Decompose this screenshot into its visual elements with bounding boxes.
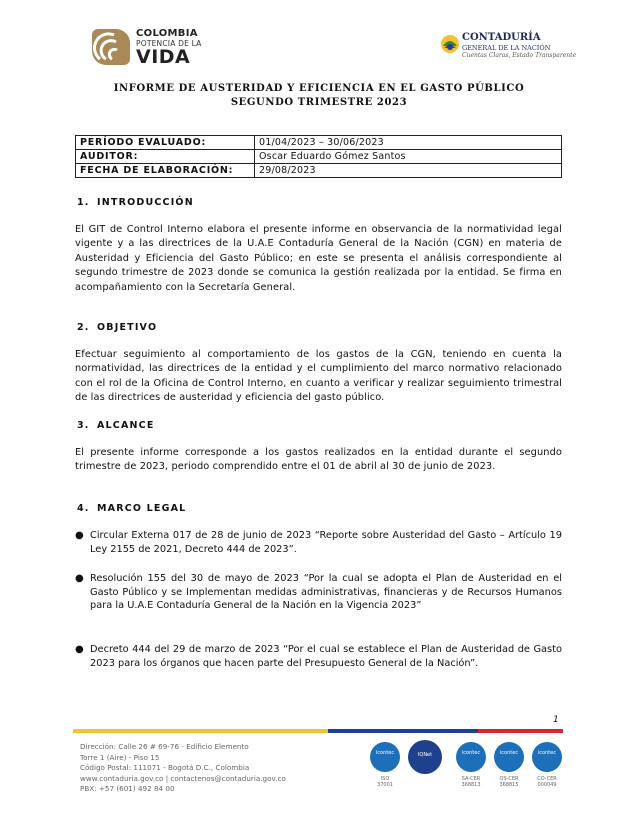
cert-badge-text: icontec [537, 750, 557, 756]
table-row [76, 150, 562, 164]
certification-badge-icon [370, 742, 400, 772]
contaduria-logo [440, 32, 577, 66]
report-title: INFORME DE AUSTERIDAD Y EFICIENCIA EN EL GASTO PÚBLICO [113, 83, 525, 94]
logo-line-1: COLOMBIA [136, 28, 198, 39]
list-item-text: Decreto 444 del 29 de marzo de 2023 “Por el cual se establece el Plan de Austeridad de Gasto 2023 para los órganos que hacen parte del Presupuesto General de la Nación”. [90, 644, 562, 669]
list-item-text: Circular Externa 017 de 28 de junio de 2023 “Reporte sobre Austeridad del Gasto – Artículo 19 Ley 2155 de 2021, Decreto 444 de 2023”. [90, 530, 562, 555]
cert-label-line: 000049 [537, 782, 557, 789]
cert-label-line: 37001 [377, 782, 393, 789]
bullet-icon: ● [75, 644, 84, 655]
info-table [75, 135, 562, 178]
section-heading-introduccion [77, 197, 194, 208]
contaduria-tagline: Cuentas Claras, Estado Transparente [462, 52, 577, 59]
section-title: MARCO LEGAL [97, 503, 187, 514]
footer-contact-line[interactable]: www.contaduria.gov.co | contactenos@contaduria.gov.co [80, 773, 286, 783]
cert-label-line: 368815 [499, 782, 519, 789]
cert-label-line: OS-CER [499, 776, 519, 782]
objetivo-paragraph: Efectuar seguimiento al comportamiento de los gastos de la CGN, teniendo en cuenta la normatividad, las directrices de la entidad y el cumplimiento del marco normativo relacionado con el rol de la Oficina de Control Interno, en cuanto a verificar y realizar seguimiento trimestral de las directrices de austeridad y eficiencia del gasto público. [75, 349, 562, 404]
period-label: PERÍODO EVALUADO: [76, 136, 255, 150]
colombia-badge-icon [92, 29, 130, 65]
cert-badge-text: IQNet [417, 752, 433, 758]
footer-postal-line: Código Postal: 111071 - Bogotá D.C., Colombia [80, 763, 250, 772]
list-item [75, 529, 562, 556]
date-label: FECHA DE ELABORACIÓN: [76, 164, 255, 178]
footer-address-line: Torre 1 (Aire) - Piso 15 [80, 752, 160, 762]
certification-badge-icon [456, 742, 486, 772]
contaduria-title: CONTADURÍA [462, 32, 541, 43]
list-item [75, 643, 562, 670]
cert-label-line: 368813 [461, 782, 481, 789]
auditor-label: AUDITOR: [76, 150, 255, 164]
section-heading-marco-legal [77, 503, 186, 514]
alcance-paragraph: El presente informe corresponde a los gastos realizados en la entidad durante el segundo trimestre de 2023, periodo comprendido entre el 01 de abril al 30 de junio de 2023. [75, 447, 562, 473]
section-heading-alcance [77, 420, 155, 431]
table-row [76, 136, 562, 150]
cert-label-line: ISO [380, 776, 390, 782]
certification-badge-icon [494, 742, 524, 772]
bullet-icon: ● [75, 573, 84, 584]
list-item-text: Resolución 155 del 30 de mayo de 2023 “Por la cual se adopta el Plan de Austeridad en el Gasto Público y se Implementan medidas administrativas, financieras y de Recursos Humanos para la U.A.E Contaduría General de la Nación en la Vigencia 2023” [90, 573, 562, 612]
contaduria-subtitle: GENERAL DE LA NACIÓN [462, 44, 551, 52]
cert-label [525, 776, 569, 788]
report-subtitle: SEGUNDO TRIMESTRE 2023 [230, 97, 408, 108]
section-heading-objetivo [77, 322, 157, 333]
list-item [75, 572, 562, 613]
cert-badge-text: icontec [461, 750, 481, 756]
introduccion-paragraph: El GIT de Control Interno elabora el presente informe en observancia de la normatividad legal vigente y a las directrices de la U.A.E Contaduría General de la Nación (CGN) en materia de Austeridad y Eficiencia del Gasto Público; en este se presenta el análisis correspondiente al segundo trimestre de 2023 donde se comunica la gestión realizada por la entidad. Se firma en acompañamiento con la Secretaría General. [75, 224, 562, 293]
footer-bar-red [478, 729, 563, 733]
logo-line-3: VIDA [136, 46, 191, 68]
footer-bar-yellow [73, 729, 328, 733]
footer-bar-blue [328, 729, 478, 733]
cert-label-line: CO-CER [537, 776, 557, 782]
section-number: 3. [77, 420, 90, 431]
footer-address-line: Dirección: Calle 26 # 69-76 - Edificio Elemento [80, 742, 249, 751]
footer-phone-line: PBX: +57 (601) 492 84 00 [80, 784, 175, 793]
certification-badge-icon [532, 742, 562, 772]
section-title: INTRODUCCIÓN [97, 197, 194, 208]
cert-label [363, 776, 407, 788]
section-title: OBJETIVO [97, 322, 158, 333]
section-number: 4. [77, 503, 90, 514]
cert-badge-text: icontec [499, 750, 519, 756]
iqnet-badge-icon [408, 740, 442, 774]
section-number: 2. [77, 322, 90, 333]
colombia-potencia-logo [92, 26, 222, 68]
cert-label-line: SA-CER [461, 776, 481, 782]
period-value: 01/04/2023 – 30/06/2023 [255, 136, 562, 150]
cert-badge-text: icontec [375, 750, 395, 756]
section-title: ALCANCE [97, 420, 155, 431]
bullet-icon: ● [75, 530, 84, 541]
auditor-value: Oscar Eduardo Gómez Santos [255, 150, 562, 164]
logo-line-2: POTENCIA DE LA [136, 39, 202, 48]
page-number: 1 [553, 715, 559, 725]
table-row [76, 164, 562, 178]
contaduria-mark-icon [440, 34, 460, 54]
section-number: 1. [77, 197, 90, 208]
footer-color-bar [73, 729, 563, 733]
date-value: 29/08/2023 [255, 164, 562, 178]
